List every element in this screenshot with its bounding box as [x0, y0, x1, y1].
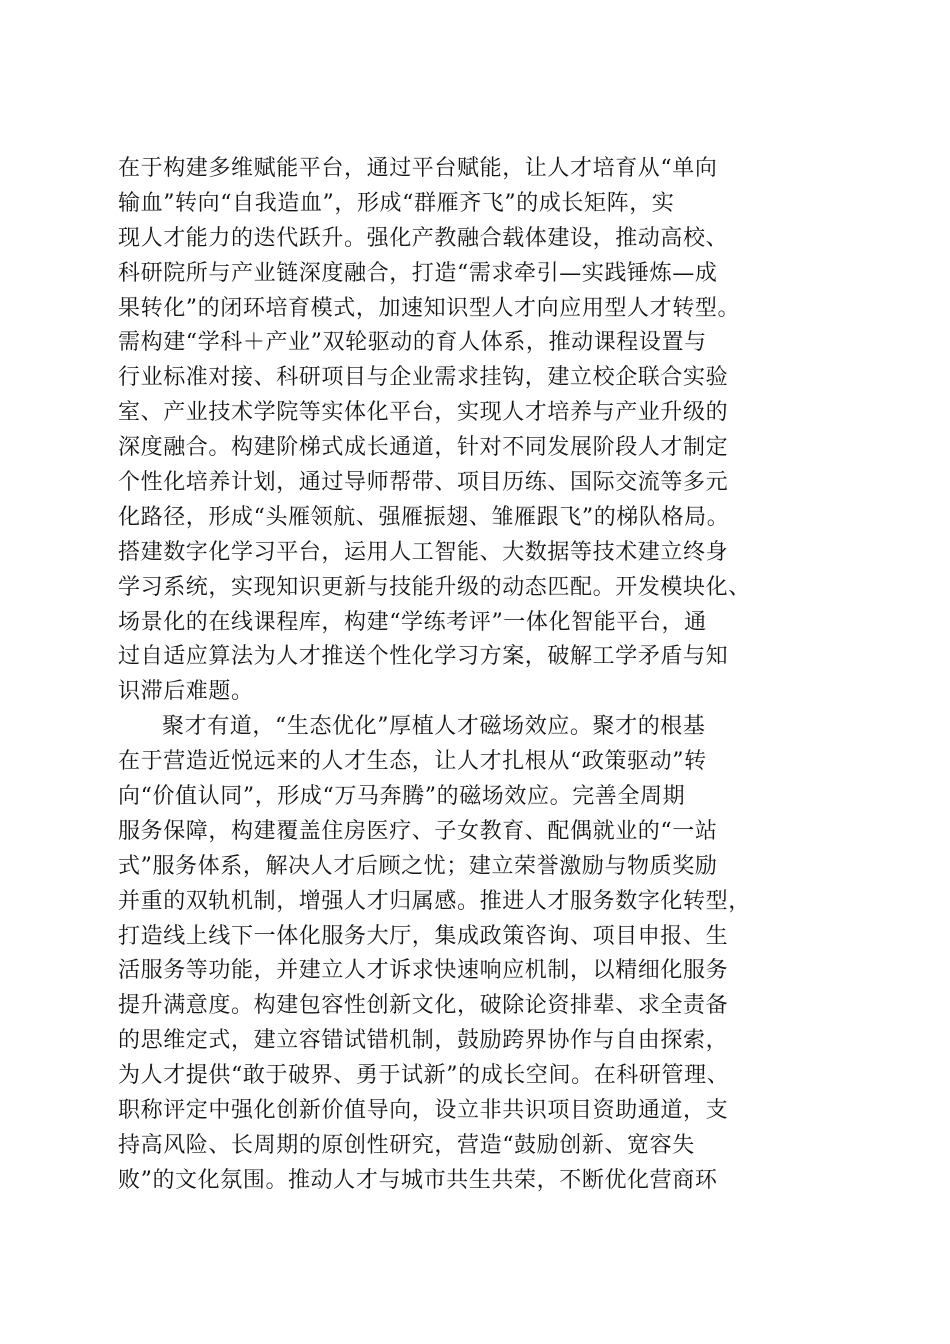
body-text: [118, 152, 838, 1199]
text-line: 职称评定中强化创新价值导向，设立非共识项目资助通道，支: [118, 1098, 729, 1124]
text-line: 输血”转向“自我造血”，形成“群雁齐飞”的成长矩阵，实: [118, 190, 675, 216]
text-line: 个性化培养计划，通过导师帮带、项目历练、国际交流等多元: [118, 470, 729, 496]
text-line: 在于构建多维赋能平台，通过平台赋能，让人才培育从“单向: [118, 156, 718, 181]
text-line: 的思维定式，建立容错试错机制，鼓励跨界协作与自由探索，: [118, 1028, 729, 1054]
text-line: 化路径，形成“头雁领航、强雁振翅、雏雁跟飞”的梯队格局。: [118, 504, 730, 530]
text-line: 服务保障，构建覆盖住房医疗、子女教育、配偶就业的“一站: [118, 818, 718, 844]
text-line: 在于营造近悦远来的人才生态，让人才扎根从“政策驱动”转: [118, 749, 707, 775]
text-line: 活服务等功能，并建立人才诉求快速响应机制，以精细化服务: [118, 958, 729, 984]
text-line: 室、产业技术学院等实体化平台，实现人才培养与产业升级的: [118, 400, 729, 426]
text-line: 现人才能力的迭代跃升。强化产教融合载体建设，推动高校、: [118, 225, 729, 251]
text-line: 搭建数字化学习平台，运用人工智能、大数据等技术建立终身: [118, 539, 729, 565]
text-line: 为人才提供“敢于破界、勇于试新”的成长空间。在科研管理、: [118, 1063, 730, 1089]
text-line: 式”服务体系，解决人才后顾之忧；建立荣誉激励与物质奖励: [118, 853, 718, 879]
text-line: 持高风险、长周期的原创性研究，营造“鼓励创新、宽容失: [118, 1132, 695, 1158]
text-line: 败”的文化氛围。推动人才与城市共生共荣，不断优化营商环: [118, 1167, 718, 1193]
text-line: 识滞后难题。: [118, 679, 254, 705]
text-line: 提升满意度。构建包容性创新文化，破除论资排辈、求全责备: [118, 993, 729, 1019]
text-line: 需构建“学科＋产业”双轮驱动的育人体系，推动课程设置与: [118, 330, 707, 356]
paragraph-start-line: 聚才有道，“生态优化”厚植人才磁场效应。聚才的根基: [162, 714, 706, 740]
text-line: 向“价值认同”，形成“万马奔腾”的磁场效应。完善全周期: [118, 784, 686, 810]
text-line: 并重的双轨机制，增强人才归属感。推进人才服务数字化转型，: [118, 888, 751, 914]
text-line: 打造线上线下一体化服务大厅，集成政策咨询、项目申报、生: [118, 923, 729, 949]
text-line: 过自适应算法为人才推送个性化学习方案，破解工学矛盾与知: [118, 644, 729, 670]
text-line: 行业标准对接、科研项目与企业需求挂钩，建立校企联合实验: [118, 365, 729, 391]
text-line: 科研院所与产业链深度融合，打造“需求牵引—实践锤炼—成: [118, 260, 718, 286]
text-line: 场景化的在线课程库，构建“学练考评”一体化智能平台，通: [118, 609, 707, 635]
text-line: 学习系统，实现知识更新与技能升级的动态匹配。开发模块化、: [118, 574, 751, 600]
text-line: 深度融合。构建阶梯式成长通道，针对不同发展阶段人才制定: [118, 435, 729, 461]
text-line: 果转化”的闭环培育模式，加速知识型人才向应用型人才转型。: [118, 295, 741, 321]
